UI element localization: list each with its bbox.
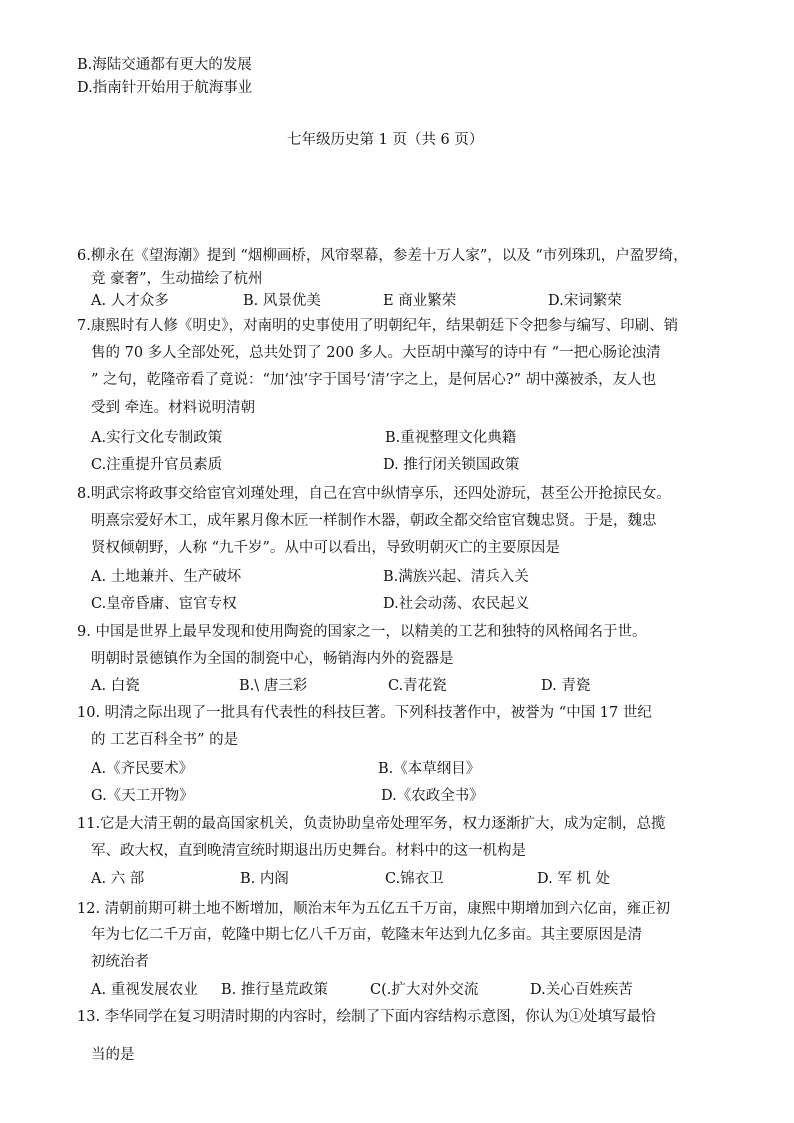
question-text: 13. 李华同学在复习明清时期的内容时，绘制了下面内容结构示意图，你认为①处填写最恰 <box>77 1009 656 1025</box>
option-c: C.青花瓷 <box>388 678 447 694</box>
option-b: B.\ 唐三彩 <box>239 678 308 694</box>
question-text: 的 工艺百科全书” 的是 <box>91 732 239 748</box>
question-text: 明朝时景德镇作为全国的制瓷中心，畅销海内外的瓷器是 <box>91 651 454 667</box>
question-text: 11.它是大清王朝的最高国家机关，负责协助皇帝处理军务，权力逐渐扩大，成为定制，总揽 <box>77 816 666 832</box>
option-a: A. 白瓷 <box>91 678 140 694</box>
option-c: C.注重提升官员素质 <box>91 457 223 473</box>
option-b: B.重视整理文化典籍 <box>385 430 517 446</box>
option-d: D.社会动荡、农民起义 <box>383 596 530 612</box>
question-text: 贤权倾朝野，人称 “九千岁”。从中可以看出，导致明朝灭亡的主要原因是 <box>91 540 560 556</box>
option-b: B. 推行垦荒政策 <box>221 982 328 998</box>
option-a: A. 土地兼并、生产破坏 <box>91 569 242 585</box>
option-d: D. 推行闭关锁国政策 <box>383 457 520 473</box>
question-text: 竞 豪奢”，生动描绘了杭州 <box>91 271 263 287</box>
question-text: 明熹宗爱好木工，成年累月像木匠一样制作木器，朝政全都交给宦官魏忠贤。于是，魏忠 <box>91 513 657 529</box>
option-c: C(.扩大对外交流 <box>370 982 479 998</box>
option-b: B.《本草纲目》 <box>378 761 481 777</box>
option-b: B.满族兴起、清兵入关 <box>383 569 529 585</box>
option-d: D.关心百姓疾苦 <box>530 982 633 998</box>
question-text: 6.柳永在《望海潮》提到 “烟柳画桥，风帘翠幕，参差十万人家”，以及 “市列珠玑，户盈罗绮， <box>77 248 688 264</box>
option-c: C.皇帝昏庸、宦官专权 <box>91 596 237 612</box>
question-text: 年为七亿二千万亩，乾隆中期七亿八千万亩，乾隆末年达到九亿多亩。其主要原因是清 <box>91 927 642 943</box>
question-text: 9. 中国是世界上最早发现和使用陶瓷的国家之一，以精美的工艺和独特的风格闻名于世。 <box>77 624 647 640</box>
option-b-previous: B.海陆交通都有更大的发展 <box>77 57 252 73</box>
option-d: D.宋词繁荣 <box>548 293 622 309</box>
question-text: 军、政大权，直到晚清宣统时期退出历史舞台。材料中的这一机构是 <box>91 843 526 859</box>
option-a: A. 六 部 <box>91 871 145 887</box>
option-c: G.《天工开物》 <box>91 788 194 804</box>
option-a: A. 人才众多 <box>91 293 169 309</box>
option-a: A. 重视发展农业 <box>91 982 198 998</box>
option-a: A.实行文化专制政策 <box>91 430 223 446</box>
question-text: 12. 清朝前期可耕土地不断增加，顺治末年为五亿五千万亩，康熙中期增加到六亿亩，雍正初 <box>77 901 671 917</box>
question-text: 当的是 <box>91 1047 135 1063</box>
question-text: 8.明武宗将政事交给宦官刘瑾处理，自己在宫中纵情享乐，还四处游玩，甚至公开抢掠民女。 <box>77 486 671 502</box>
question-text: ” 之句，乾隆帝看了竟说：“加‘浊’字于国号‘清’字之上，是何居心?” 胡中藻被杀，友人也 <box>91 372 657 388</box>
question-text: 初统治者 <box>91 954 149 970</box>
option-d-previous: D.指南针开始用于航海事业 <box>77 80 253 96</box>
option-c: E 商业繁荣 <box>383 293 457 309</box>
question-text: 10. 明清之际出现了一批具有代表性的科技巨著。下列科技著作中，被誉为 “中国 17 世纪 <box>77 705 652 721</box>
option-b: B. 内阁 <box>240 871 289 887</box>
option-d: D.《农政全书》 <box>381 788 484 804</box>
question-text: 受到 牵连。材料说明清朝 <box>91 400 256 416</box>
option-a: A.《齐民要术》 <box>91 761 194 777</box>
option-d: D. 军 机 处 <box>537 871 611 887</box>
option-d: D. 青瓷 <box>541 678 591 694</box>
page-footer: 七年级历史第 1 页（共 6 页） <box>287 132 484 148</box>
question-text: 售的 70 多人全部处死，总共处罚了 200 多人。大臣胡中藻写的诗中有 “一把心肠论浊清 <box>91 345 661 361</box>
question-text: 7.康熙时有人修《明史》，对南明的史事使用了明朝纪年，结果朝廷下令把参与编写、印刷、销 <box>77 318 679 334</box>
option-c: C.锦衣卫 <box>385 871 444 887</box>
option-b: B. 风景优美 <box>243 293 321 309</box>
